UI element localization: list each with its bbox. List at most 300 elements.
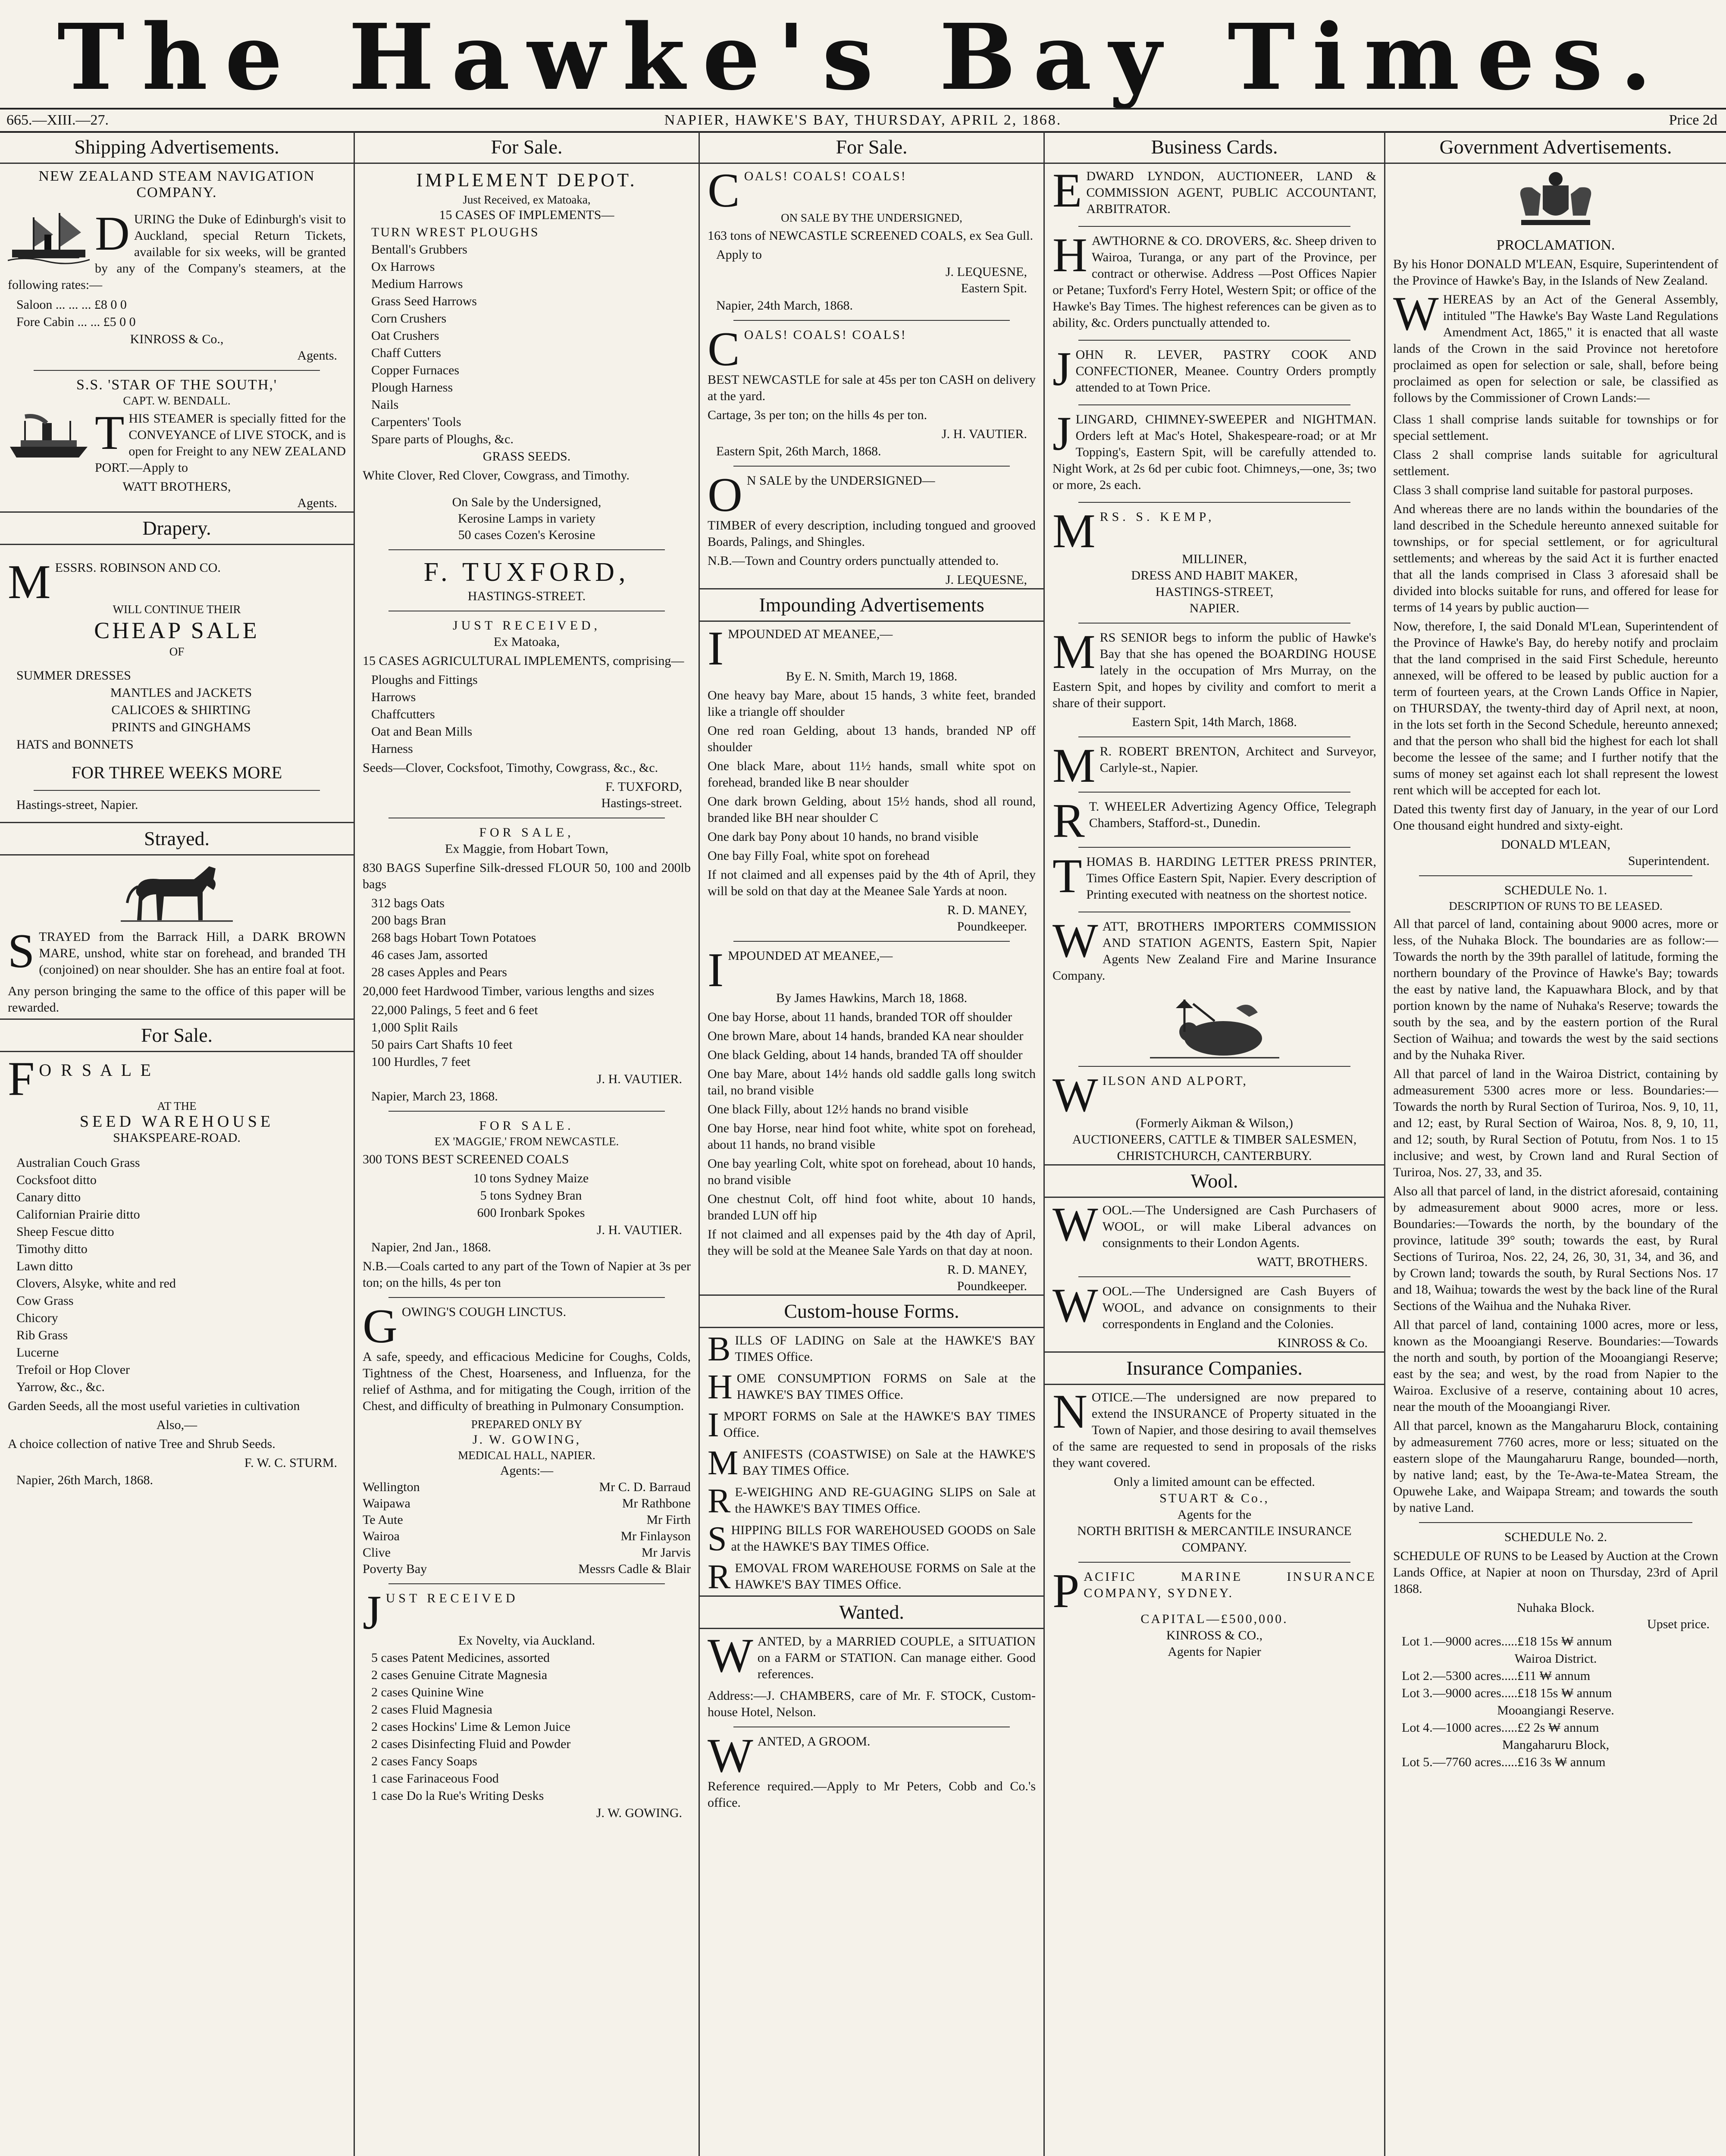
ad-text: ESSRS. ROBINSON AND CO.	[55, 561, 221, 575]
agent-place: Wellington	[363, 1480, 420, 1494]
drop-cap: H	[1053, 229, 1087, 282]
ad-signature: WATT BROTHERS,	[122, 479, 231, 494]
ad-text: TIMBER of every description, including tongued and grooved Boards, Palings, and Shingles.	[708, 518, 1036, 549]
block-name: Wairoa District.	[1514, 1651, 1597, 1666]
list-item: 2 cases Fancy Soaps	[371, 1754, 477, 1768]
ad-text: ON SALE BY THE UNDERSIGNED,	[781, 211, 962, 224]
shearing-scene-icon	[1150, 991, 1279, 1060]
ad-text: Just Received, ex Matoaka,	[463, 193, 591, 206]
drop-cap: W	[708, 1629, 753, 1683]
ad-text: ANTED, by a MARRIED COUPLE, a SITUATION on a FARM or STATION. Can manage either. Good references.	[757, 1634, 1036, 1681]
ad-date: Eastern Spit, 14th March, 1868.	[1132, 715, 1297, 729]
list-item: 5 tons Sydney Bran	[480, 1188, 582, 1203]
agent-row	[363, 1479, 691, 1495]
ad-text: AT THE	[157, 1100, 197, 1112]
schedule-title: SCHEDULE No. 2.	[1504, 1530, 1607, 1544]
agent-place: Waipawa	[363, 1496, 410, 1510]
ad-text: Cartage, 3s per ton; on the hills 4s per ton.	[708, 408, 927, 422]
agent-row	[363, 1561, 691, 1577]
seed-item: Canary ditto	[16, 1190, 81, 1204]
impound-item: One red roan Gelding, about 13 hands, branded NP off shoulder	[708, 724, 1036, 754]
seed-item: Cocksfoot ditto	[16, 1173, 97, 1187]
drop-cap: T	[95, 406, 125, 460]
seed-item: Lucerne	[16, 1345, 59, 1360]
list-item: 312 bags Oats	[371, 896, 445, 910]
seed-item: Australian Couch Grass	[16, 1156, 140, 1170]
list-item: Harrows	[371, 690, 416, 704]
drop-cap: R	[1053, 794, 1085, 848]
drop-cap: M	[8, 555, 51, 609]
ad-text: 20,000 feet Hardwood Timber, various lengths and sizes	[363, 984, 655, 998]
drop-cap: H	[708, 1368, 733, 1406]
ad-signature: DONALD M'LEAN,	[1501, 837, 1610, 852]
ad-text: EX 'MAGGIE,' FROM NEWCASTLE.	[434, 1135, 619, 1148]
ad-signature-role: Poundkeeper.	[957, 1279, 1027, 1293]
ad-text: Agents:—	[500, 1463, 554, 1478]
implement-item: Medium Harrows	[371, 277, 463, 291]
drop-cap: W	[1393, 287, 1439, 341]
impound-item: One heavy bay Mare, about 15 hands, 3 white feet, branded like a triangle off shoulder	[708, 688, 1036, 719]
agent-name: Mr Finlayson	[620, 1529, 691, 1543]
implement-item: Chaff Cutters	[371, 346, 441, 360]
ad-address: Hastings-street, Napier.	[16, 798, 138, 812]
ad-headline: OALS! COALS! COALS!	[744, 169, 907, 183]
section-heading: Strayed.	[0, 822, 354, 856]
ad-text: On Sale by the Undersigned,	[452, 495, 601, 509]
ad-text: HASTINGS-STREET.	[467, 589, 586, 603]
block-name: Nuhaka Block.	[1517, 1601, 1594, 1615]
ad-text: WILL CONTINUE THEIR	[113, 603, 241, 616]
ad-text: OTICE.—The undersigned are now prepared to extend the INSURANCE of Property situated in the Town of Napier, and those desiring to avail themselves of the same are requested to send in proposals of the risks they want covered.	[1053, 1390, 1376, 1470]
section-heading: Shipping Advertisements.	[0, 132, 354, 164]
implement-item: Plough Harness	[371, 380, 453, 395]
seed-item: Lawn ditto	[16, 1259, 73, 1273]
list-item: Oat and Bean Mills	[371, 724, 473, 739]
agent-place: Te Aute	[363, 1513, 403, 1527]
ad-text: Now, therefore, I, the said Donald M'Lean, Superintendent of the Province of Hawke's Bay, do hereby notify and proclaim that the land comprised in the said First Schedule, hereunto annexed, will be offered to be leased by public auction for a term of fourteen years, at the Crown Lands Office in Napier, on THURSDAY, the twenty-third day of April next, at noon, in the lots set forth in the Second Schedule, hereunto annexed; and that the person who shall bid the highest for each lot shall become the lessee of the same; and I further notify that the sums of money set against each lot shall represent the lowest rent which will be accepted for each lot.	[1393, 619, 1718, 797]
agent-row	[363, 1545, 691, 1561]
impound-item: One bay yearling Colt, white spot on forehead, about 10 hands, no brand visible	[708, 1156, 1036, 1187]
ad-text: MILLINER,	[1182, 552, 1247, 566]
ad-headline: N SALE by the UNDERSIGNED—	[746, 473, 935, 488]
ad-signature: R. D. MANEY,	[947, 1263, 1027, 1277]
lot-row: Lot 4.—1000 acres.....£2 2s ₩ annum	[1402, 1720, 1599, 1735]
ad-text: HASTINGS-STREET,	[1155, 585, 1274, 599]
ad-headline: MPOUNDED AT MEANEE,—	[728, 949, 893, 963]
ad-signature: KINROSS & Co.,	[130, 332, 224, 346]
section-heading: Insurance Companies.	[1045, 1351, 1384, 1385]
impound-item: One brown Mare, about 14 hands, branded KA near shoulder	[708, 1029, 1024, 1043]
captain-name: CAPT. W. BENDALL.	[123, 394, 231, 407]
ad-text: MEDICAL HALL, NAPIER.	[458, 1449, 595, 1462]
implement-item: Spare parts of Ploughs, &c.	[371, 432, 514, 446]
ad-text: Also,—	[156, 1418, 197, 1432]
ad-headline: UST RECEIVED	[385, 1591, 519, 1605]
business-card: ATT, BROTHERS IMPORTERS COMMISSION AND STATION AGENTS, Eastern Spit, Napier Agents New Zealand Fire and Marine Insurance Company.	[1053, 919, 1376, 983]
ad-text: OF	[169, 645, 185, 658]
drop-cap: S	[8, 924, 35, 978]
form-ad: MPORT FORMS on Sale at the HAWKE'S BAY TIMES Office.	[723, 1409, 1036, 1440]
ad-text: CAPITAL—£500,000.	[1140, 1612, 1288, 1626]
drop-cap: D	[95, 207, 130, 260]
drop-cap: W	[1053, 1069, 1098, 1122]
schedule-title: SCHEDULE No. 1.	[1504, 883, 1607, 897]
drop-cap: G	[363, 1300, 398, 1353]
ad-signature-role: Agents.	[297, 496, 337, 510]
ad-text: Any person bringing the same to the office of this paper will be rewarded.	[8, 984, 346, 1015]
ad-signature: J. W. GOWING.	[596, 1806, 682, 1820]
column-1	[0, 132, 354, 2156]
list-item: Chaffcutters	[371, 707, 435, 721]
lot-row: Lot 5.—7760 acres.....£16 3s ₩ annum	[1402, 1755, 1606, 1769]
ad-text: OOL.—The Undersigned are Cash Buyers of WOOL, and advance on consignments to their correspondents in England and the Colonies.	[1102, 1284, 1376, 1331]
steamer-icon	[8, 408, 90, 464]
ad-text: And whereas there are no lands within the boundaries of the land described in the Schedule hereunto annexed suitable for townships, or for special settlement, or for agricultural settlements; and whereas by the said Act it is further enacted that all the lands comprised in Class 3 aforesaid shall be divided into blocks suitable for runs, and offered for lease for terms of 14 years by public auction—	[1393, 502, 1718, 614]
ad-date: Eastern Spit, 26th March, 1868.	[716, 444, 881, 458]
impound-item: One bay Mare, about 14½ hands old saddle galls long switch tail, no brand visible	[708, 1067, 1036, 1097]
ad-headline: FOR THREE WEEKS MORE	[71, 763, 282, 782]
ad-headline: JUST RECEIVED,	[452, 618, 601, 633]
ad-text: Garden Seeds, all the most useful varieties in cultivation	[8, 1399, 300, 1413]
list-item: 22,000 Palings, 5 feet and 6 feet	[371, 1003, 538, 1017]
drop-cap: W	[1053, 1198, 1098, 1251]
ad-signature: J. H. VAUTIER.	[941, 427, 1027, 441]
ad-text: CHRISTCHURCH, CANTERBURY.	[1117, 1149, 1312, 1163]
ad-text: Kerosine Lamps in variety	[457, 511, 596, 526]
seed-item: Californian Prairie ditto	[16, 1207, 140, 1222]
ad-text: Apply to	[716, 248, 762, 262]
ad-text: HEREAS by an Act of the General Assembly, intituled "The Hawke's Bay Waste Land Regulations Amendment Act, 1865," it is enacted that all waste lands of the Crown in the said Province not heretofore proclaimed as open for selection or sale, shall, before being proclaimed as open for selection or sale, be classified as follows by the Commissioner of Crown Lands:—	[1393, 292, 1718, 405]
issue-date: NAPIER, HAWKE'S BAY, THURSDAY, APRIL 2, 1868.	[664, 112, 1062, 128]
ad-text: Address:—J. CHAMBERS, care of Mr. F. STOCK, Custom-house Hotel, Nelson.	[708, 1689, 1036, 1719]
issue-price: Price 2d	[1669, 112, 1717, 128]
agent-place: Wairoa	[363, 1529, 400, 1543]
ad-text: HIS STEAMER is specially fitted for the CONVEYANCE of LIVE STOCK, and is open for Freight to any NEW ZEALAND PORT.—Apply to	[95, 411, 346, 475]
form-ad: ILLS OF LADING on Sale at the HAWKE'S BAY TIMES Office.	[735, 1333, 1036, 1364]
list-item: 100 Hurdles, 7 feet	[371, 1055, 470, 1069]
drop-cap: M	[1053, 739, 1096, 793]
list-item: 1 case Do la Rue's Writing Desks	[371, 1789, 544, 1803]
agent-name: Messrs Cadle & Blair	[578, 1562, 691, 1576]
implement-item: Oat Crushers	[371, 329, 439, 343]
section-heading: Custom-house Forms.	[700, 1294, 1043, 1328]
impound-item: One dark brown Gelding, about 15½ hands, shod all round, branded like BH near shoulder C	[708, 794, 1036, 825]
drop-cap: M	[708, 1444, 739, 1482]
ad-headline: MPOUNDED AT MEANEE,—	[728, 627, 893, 641]
ad-subhead: GRASS SEEDS.	[482, 449, 571, 464]
seed-item: Rib Grass	[16, 1328, 68, 1342]
ad-text: By E. N. Smith, March 19, 1868.	[786, 669, 958, 683]
form-ad: HIPPING BILLS FOR WAREHOUSED GOODS on Sale at the HAWKE'S BAY TIMES Office.	[731, 1523, 1036, 1554]
implement-item: Bentall's Grubbers	[371, 242, 467, 257]
ad-text: PREPARED ONLY BY	[471, 1418, 583, 1431]
impound-item: One chestnut Colt, off hind foot white, about 10 hands, branded LUN off hip	[708, 1192, 1036, 1222]
list-item: SUMMER DRESSES	[16, 668, 131, 683]
form-ad: EMOVAL FROM WAREHOUSE FORMS on Sale at the HAWKE'S BAY TIMES Office.	[735, 1561, 1036, 1592]
ad-signature: KINROSS & CO.,	[1166, 1628, 1263, 1642]
ad-headline: OALS! COALS! COALS!	[744, 328, 907, 342]
column-5	[1384, 132, 1726, 2156]
ad-headline: OWING'S COUGH LINCTUS.	[401, 1305, 567, 1319]
ad-text: 830 BAGS Superfine Silk-dressed FLOUR 50, 100 and 200lb bags	[363, 861, 691, 891]
seed-item: Sheep Fescue ditto	[16, 1225, 114, 1239]
list-item: CALICOES & SHIRTING	[111, 703, 251, 717]
ad-signature-role: Poundkeeper.	[957, 919, 1027, 934]
ad-text: OOL.—The Undersigned are Cash Purchasers of WOOL, or will make Liberal advances on consignments to their London Agents.	[1102, 1203, 1376, 1250]
ad-text: N.B.—Town and Country orders punctually attended to.	[708, 554, 999, 568]
ad-text: 15 CASES AGRICULTURAL IMPLEMENTS, comprising—	[363, 654, 684, 668]
schedule-subtitle: DESCRIPTION OF RUNS TO BE LEASED.	[1449, 899, 1663, 912]
business-card: R. ROBERT BRENTON, Architect and Surveyor, Carlyle-st., Napier.	[1100, 744, 1376, 775]
schedule-item: Also all that parcel of land, in the district aforesaid, containing by admeasurement about 9000 acres, more or less. Boundaries:—Towards the north, by the boundary of the province, latitude 39° south; towards the east, by Rural Sections of Turiroa, Nos. 22, 24, 26, 30, 31, 34, and 36, and by Crown land; towards the south, by Rural Sections Nos. 17 and 18, Waihua; towards the west by the back line of the Rural Sections of the Waihua and the Nuhaka River.	[1393, 1184, 1718, 1313]
ad-signature: F. W. C. STURM.	[244, 1456, 337, 1470]
drop-cap: R	[708, 1482, 731, 1520]
seed-item: Cow Grass	[16, 1294, 74, 1308]
drop-cap: J	[1053, 342, 1071, 396]
block-name: Mooangiangi Reserve.	[1497, 1703, 1614, 1717]
impound-item: One bay Filly Foal, white spot on forehead	[708, 849, 930, 863]
drop-cap: F	[8, 1052, 35, 1106]
column-2	[354, 132, 699, 2156]
ad-text: BEST NEWCASTLE for sale at 45s per ton CASH on delivery at the yard.	[708, 373, 1036, 403]
section-heading: Impounding Advertisements	[700, 588, 1043, 622]
implement-item: Nails	[371, 398, 399, 412]
ad-text: 50 cases Cozen's Kerosine	[458, 528, 595, 542]
drop-cap: C	[708, 164, 740, 217]
list-item: 600 Ironbark Spokes	[477, 1206, 585, 1220]
lot-row: Lot 2.—5300 acres.....£11 ₩ annum	[1402, 1669, 1591, 1683]
drop-cap: J	[1053, 407, 1071, 461]
implement-item: Ox Harrows	[371, 260, 435, 274]
business-card: RS. S. KEMP,	[1100, 510, 1215, 524]
ad-text: A safe, speedy, and efficacious Medicine for Coughs, Colds, Tightness of the Chest, Hoarseness, and Influenza, for the relief of Asthma, and for mitigating the Cough, irrition of the Chest, and difficulty of breathing in Pulmonary Consumption.	[363, 1350, 691, 1413]
agent-name: Mr Firth	[646, 1513, 691, 1527]
ad-signature: WATT, BROTHERS.	[1257, 1255, 1368, 1269]
ad-text: NORTH BRITISH & MERCANTILE INSURANCE COMPANY.	[1077, 1524, 1352, 1554]
ad-signature-role: Superintendent.	[1628, 854, 1710, 868]
implement-item: Corn Crushers	[371, 311, 447, 326]
list-item: 200 bags Bran	[371, 913, 446, 928]
list-item: 46 cases Jam, assorted	[371, 948, 488, 962]
impound-item: One dark bay Pony about 10 hands, no brand visible	[708, 830, 979, 844]
impound-item: One black Gelding, about 14 hands, branded TA off shoulder	[708, 1048, 1023, 1062]
ad-signature-role: Agents for Napier	[1168, 1645, 1261, 1659]
drop-cap: W	[708, 1729, 753, 1783]
implement-item: Grass Seed Harrows	[371, 294, 477, 308]
business-card: LINGARD, CHIMNEY-SWEEPER and NIGHTMAN. Orders left at Mac's Hotel, Shakespeare-road; or at Mr Topping's, Eastern Spit, will be carefully attended to. Night Work, at 2s 6d per cubic foot. Chimneys,—one, 3s; two or more, 2s each.	[1053, 412, 1376, 492]
impound-item: One bay Horse, near hind foot white, white spot on forehead, about 11 hands, no brand visible	[708, 1121, 1036, 1152]
fare-fore-cabin: Fore Cabin ... ... £5 0 0	[16, 315, 136, 329]
list-item: 10 tons Sydney Maize	[473, 1171, 589, 1185]
section-heading: For Sale.	[0, 1018, 354, 1052]
ad-headline: IMPLEMENT DEPOT.	[416, 169, 637, 191]
block-name: Mangaharuru Block,	[1502, 1738, 1610, 1752]
drop-cap: W	[1053, 1279, 1098, 1332]
ad-text: N.B.—Coals carted to any part of the Town of Napier at 3s per ton; on the hills, 4s per ton	[363, 1259, 691, 1290]
list-item: Ploughs and Fittings	[371, 673, 478, 687]
ad-text: Agents for the	[1177, 1507, 1252, 1522]
masthead-title: The Hawke's Bay Times.	[57, 4, 1669, 110]
ad-signature: J. W. GOWING,	[472, 1432, 581, 1447]
ad-text: SEED WAREHOUSE	[79, 1112, 274, 1131]
fare-saloon: Saloon ... ... ... £8 0 0	[16, 298, 127, 312]
drop-cap: J	[363, 1586, 382, 1639]
ad-text: 163 tons of NEWCASTLE SCREENED COALS, ex Sea Gull.	[708, 229, 1033, 243]
list-item: 50 pairs Cart Shafts 10 feet	[371, 1037, 513, 1052]
ad-date: Napier, 24th March, 1868.	[716, 298, 853, 313]
ad-headline: CHEAP SALE	[94, 617, 260, 643]
ad-text: ACIFIC MARINE INSURANCE COMPANY, SYDNEY.	[1084, 1570, 1376, 1600]
agent-name: Mr Rathbone	[622, 1496, 691, 1510]
ad-text: Reference required.—Apply to Mr Peters, Cobb and Co.'s office.	[708, 1779, 1036, 1810]
business-card: T. WHEELER Advertizing Agency Office, Telegraph Chambers, Stafford-st., Dunedin.	[1089, 799, 1376, 830]
ad-text: Dated this twenty first day of January, in the year of our Lord One thousand eight hundred and sixty-eight.	[1393, 802, 1718, 833]
implement-item: Carpenters' Tools	[371, 415, 461, 429]
ad-headline: O R S A L E	[39, 1060, 153, 1080]
business-card: OHN R. LEVER, PASTRY COOK AND CONFECTIONER, Meanee. Country Orders promptly attended to at Town Price.	[1075, 348, 1376, 395]
ad-headline: F. TUXFORD,	[423, 558, 630, 587]
ad-signature-role: Agents.	[297, 348, 337, 363]
ad-signature: KINROSS & Co.	[1277, 1336, 1368, 1350]
impound-item: One bay Horse, about 11 hands, branded TOR off shoulder	[708, 1010, 1012, 1024]
ad-text: Seeds—Clover, Cocksfoot, Timothy, Cowgrass, &c., &c.	[363, 761, 658, 775]
ad-signature: R. D. MANEY,	[947, 903, 1027, 917]
seed-item: Timothy ditto	[16, 1242, 88, 1256]
ad-signature: F. TUXFORD,	[605, 780, 682, 794]
ad-headline: PROCLAMATION.	[1496, 237, 1615, 253]
business-card: ILSON AND ALPORT,	[1102, 1074, 1247, 1088]
ad-text: ANTED, A GROOM.	[757, 1734, 871, 1749]
drop-cap: I	[708, 1406, 719, 1444]
ad-headline: FOR SALE,	[479, 825, 574, 840]
section-heading: Government Advertisements.	[1385, 132, 1726, 164]
section-heading: Drapery.	[0, 511, 354, 545]
ad-text: If not claimed and all expenses paid by the 4th day of April, they will be sold at the Meanee Sale Yards on that day at noon.	[708, 1227, 1036, 1258]
ad-text: If not claimed and all expenses paid by the 4th of April, they will be sold on that day at the Meanee Sale Yards at noon.	[708, 868, 1036, 898]
form-ad: ANIFESTS (COASTWISE) on Sale at the HAWKE'S BAY TIMES Office.	[742, 1447, 1036, 1478]
form-ad: E-WEIGHING AND RE-GUAGING SLIPS on Sale at the HAWKE'S BAY TIMES Office.	[735, 1485, 1036, 1516]
schedule-item: All that parcel of land, containing 1000 acres, more or less, known as the Mooangiangi Reserve. Boundaries:—Towards the north and south, by portion of the Mooangiangi Reserve; east by the sea; and west, by the road from Napier to the Wairoa. Exclusive of a reserve, containing about 10 acres, near the mouth of the Mooangiangi River.	[1393, 1318, 1718, 1414]
drop-cap: E	[1053, 164, 1082, 217]
ship-icon	[8, 209, 90, 265]
class-item: Class 1 shall comprise lands suitable for townships or for special settlement.	[1393, 412, 1718, 443]
ad-signature-role: Eastern Spit.	[961, 281, 1027, 295]
list-item: 2 cases Hockins' Lime & Lemon Juice	[371, 1720, 570, 1734]
drop-cap: T	[1053, 849, 1082, 903]
ad-text: Only a limited amount can be effected.	[1114, 1475, 1315, 1489]
business-card: HOMAS B. HARDING LETTER PRESS PRINTER, Times Office Eastern Spit, Napier. Every description of Printing executed with neatness on the shortest notice.	[1086, 855, 1376, 902]
class-item: Class 3 shall comprise land suitable for pastoral purposes.	[1393, 483, 1693, 497]
section-heading: Wool.	[1045, 1164, 1384, 1198]
ad-signature: J. H. VAUTIER.	[596, 1223, 682, 1237]
list-item: HATS and BONNETS	[16, 737, 134, 752]
list-item: 268 bags Hobart Town Potatoes	[371, 931, 536, 945]
list-item: MANTLES and JACKETS	[110, 686, 252, 700]
ad-date: Napier, March 23, 1868.	[371, 1089, 498, 1103]
ad-text: (Formerly Aikman & Wilson,)	[1136, 1116, 1293, 1130]
ad-text: By his Honor DONALD M'LEAN, Esquire, Superintendent of the Province of Hawke's Bay, in the Islands of New Zealand.	[1393, 257, 1718, 288]
drop-cap: I	[708, 943, 724, 997]
drop-cap: I	[708, 622, 724, 675]
lot-row: Lot 1.—9000 acres.....£18 15s ₩ annum	[1402, 1634, 1612, 1648]
agent-name: Mr Jarvis	[641, 1545, 691, 1560]
list-item: 2 cases Disinfecting Fluid and Powder	[371, 1737, 571, 1751]
ad-signature: STUART & Co.,	[1159, 1491, 1269, 1505]
drop-cap: M	[1053, 505, 1096, 558]
ad-date: Napier, 2nd Jan., 1868.	[371, 1240, 491, 1254]
ad-text: AUCTIONEERS, CATTLE & TIMBER SALESMEN,	[1072, 1132, 1357, 1147]
ad-text: URING the Duke of Edinburgh's visit to Auckland, special Return Tickets, available for six weeks, will be granted by any of the Company's steamers, at the following rates:—	[8, 212, 346, 292]
section-heading: For Sale.	[700, 132, 1043, 164]
drop-cap: R	[708, 1558, 731, 1596]
seed-item: Trefoil or Hop Clover	[16, 1363, 130, 1377]
ad-text: A choice collection of native Tree and Shrub Seeds.	[8, 1437, 276, 1451]
horse-icon	[121, 860, 233, 924]
ad-signature: J. LEQUESNE,	[945, 265, 1027, 279]
list-item: Harness	[371, 742, 413, 756]
business-card: RS SENIOR begs to inform the public of Hawke's Bay that she has opened the BOARDING HOUSE lately in the occupation of Mrs Murray, on the Eastern Spit, and hopes by civility and comfort to merit a share of their support.	[1053, 630, 1376, 710]
lot-row: Lot 3.—9000 acres.....£18 15s ₩ annum	[1402, 1686, 1612, 1700]
list-item: PRINTS and GINGHAMS	[111, 720, 251, 734]
form-ad: OME CONSUMPTION FORMS on Sale at the HAWKE'S BAY TIMES Office.	[736, 1371, 1036, 1402]
implement-item: TURN WREST PLOUGHS	[371, 225, 539, 239]
list-item: 2 cases Genuine Citrate Magnesia	[371, 1668, 548, 1682]
implement-item: Copper Furnaces	[371, 363, 460, 377]
list-item: 1 case Farinaceous Food	[371, 1771, 499, 1786]
business-card: DWARD LYNDON, AUCTIONEER, LAND & COMMISSION AGENT, PUBLIC ACCOUNTANT, ARBITRATOR.	[1086, 169, 1376, 216]
dateline	[0, 108, 1726, 133]
ad-date: Napier, 26th March, 1868.	[16, 1473, 153, 1487]
business-card: AWTHORNE & CO. DROVERS, &c. Sheep driven to Wairoa, Turanga, or any part of the Province, per contract or otherwise. Address —Post Offices Napier or Petane; Tuxford's Ferry Hotel, Western Spit; or office of the Hawke's Bay Times. The highest references can be given as to ability, &c. Orders punctually attended to.	[1053, 234, 1376, 330]
section-heading: Wanted.	[700, 1595, 1043, 1629]
seed-item: Yarrow, &c., &c.	[16, 1380, 105, 1394]
agent-row	[363, 1495, 691, 1512]
ad-text: Ex Novelty, via Auckland.	[458, 1633, 595, 1648]
schedule-item: All that parcel, known as the Mangaharuru Block, containing by admeasurement 7760 acres, more or less; situated on the eastern slope of the Maungaharuru Range, bounded—north, by native land; east, by the Te-Awa-te-Matea Stream, the Opuwehe Lake, and Waipapa Stream; and towards the south by native Land.	[1393, 1419, 1718, 1515]
agent-place: Poverty Bay	[363, 1562, 427, 1576]
drop-cap: M	[1053, 625, 1096, 679]
list-item: 2 cases Fluid Magnesia	[371, 1702, 492, 1717]
ad-text: 15 CASES OF IMPLEMENTS—	[439, 208, 614, 222]
class-item: Class 2 shall comprise lands suitable for agricultural settlement.	[1393, 448, 1718, 478]
agent-place: Clive	[363, 1545, 391, 1560]
schedule-item: All that parcel of land, containing about 9000 acres, more or less, of the Nuhaka Block. The boundaries are as follow:—Towards the north by the 39th parallel of latitude, forming the northern boundary of the Province of Hawke's Bay; towards the east by native land, the Kapuawhara Block, and by that portion known by the name of Nuhaka's Reserve; towards the south by the sea, and by the eastern portion of the Rural Section of Waihua; and towards the west by the said sections and by the Nuhaka River.	[1393, 917, 1718, 1062]
ad-text: SCHEDULE OF RUNS to be Leased by Auction at the Crown Lands Office, at Napier at noon on Thursday, 23rd of April 1868.	[1393, 1549, 1718, 1596]
column-4	[1043, 132, 1384, 2156]
ad-title: NEW ZEALAND STEAM NAVIGATION COMPANY.	[38, 168, 315, 201]
ad-headline: FOR SALE.	[479, 1119, 574, 1133]
upset-price-label: Upset price.	[1647, 1617, 1710, 1631]
drop-cap: P	[1053, 1564, 1080, 1618]
agent-row	[363, 1512, 691, 1528]
impound-item: One black Filly, about 12½ hands no brand visible	[708, 1102, 968, 1116]
list-item: 1,000 Split Rails	[371, 1020, 458, 1034]
ad-text: Ex Maggie, from Hobart Town,	[445, 842, 608, 856]
ad-text: TRAYED from the Barrack Hill, a DARK BROWN MARE, unshod, white star on forehead, and branded TH (conjoined) on near shoulder. She has an entire foal at foot.	[39, 930, 346, 977]
impound-item: One black Mare, about 11½ hands, small white spot on forehead, branded like B near shoulder	[708, 759, 1036, 790]
drop-cap: W	[1053, 914, 1098, 968]
ad-text: NAPIER.	[1189, 601, 1240, 615]
ad-text: White Clover, Red Clover, Cowgrass, and Timothy.	[363, 468, 630, 483]
ad-signature: J. LEQUESNE,	[945, 573, 1027, 587]
list-item: 5 cases Patent Medicines, assorted	[371, 1651, 550, 1665]
ad-text: 300 TONS BEST SCREENED COALS	[363, 1152, 569, 1166]
issue-number: 665.—XIII.—27.	[6, 112, 109, 128]
royal-arms-icon	[1491, 168, 1620, 233]
section-heading: Business Cards.	[1045, 132, 1384, 164]
column-3	[699, 132, 1043, 2156]
drop-cap: S	[708, 1520, 727, 1558]
